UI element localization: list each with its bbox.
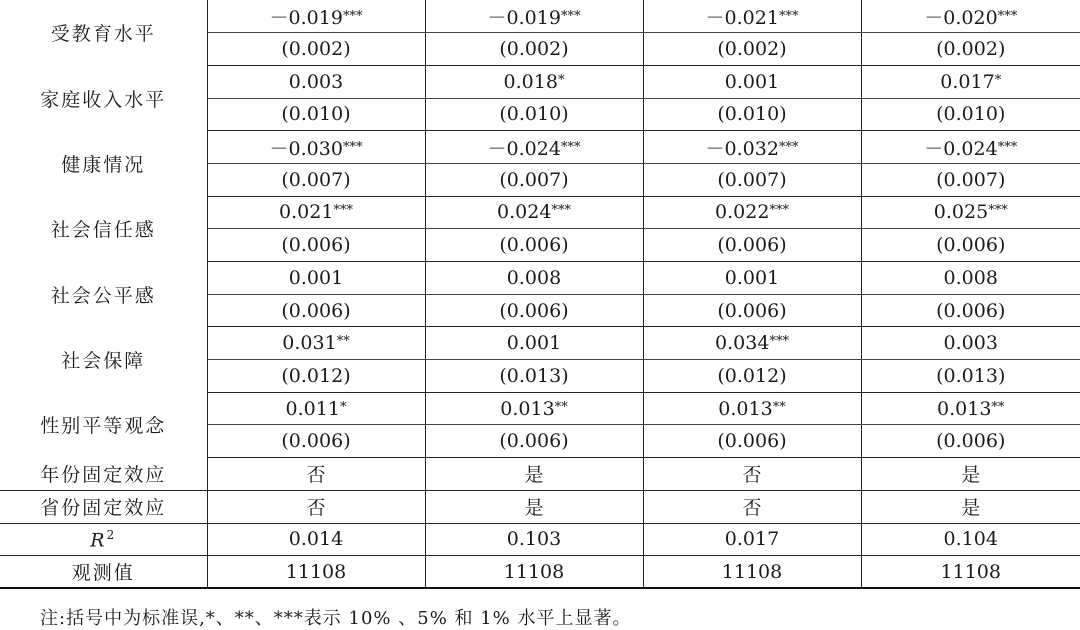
value-cell: 11108 — [207, 556, 425, 589]
coefficient-cell — [643, 196, 861, 229]
significance-stars: *** — [769, 203, 789, 219]
coefficient-value: 0.001 — [288, 266, 344, 289]
coefficient-value: 0.017 — [940, 70, 995, 93]
row-label: 社会信任感 — [0, 196, 207, 261]
standard-error-cell: (0.010) — [425, 98, 643, 131]
fixed-effect-row — [0, 490, 1080, 523]
significance-stars: *** — [997, 139, 1018, 155]
standard-error-cell: (0.012) — [207, 360, 425, 393]
coefficient-value: 0.008 — [943, 266, 998, 289]
row-label: 健康情况 — [0, 131, 207, 196]
coefficient-cell — [207, 262, 425, 295]
value-cell: 否 — [643, 490, 861, 523]
significance-stars: *** — [560, 139, 581, 155]
coefficient-cell — [861, 196, 1080, 229]
row-label: 受教育水平 — [0, 0, 207, 65]
standard-error-cell: (0.006) — [207, 229, 425, 262]
significance-stars: *** — [560, 8, 581, 24]
coefficient-cell — [425, 392, 643, 425]
coefficient-row — [0, 196, 1080, 229]
coefficient-cell — [425, 327, 643, 360]
standard-error-cell: (0.010) — [643, 98, 861, 131]
standard-error-cell: (0.006) — [861, 229, 1080, 262]
coefficient-cell — [425, 131, 643, 164]
value-cell: 否 — [207, 490, 425, 523]
row-label: 社会公平感 — [0, 262, 207, 327]
coefficient-value: －0.024 — [924, 137, 998, 160]
value-cell: 0.103 — [425, 523, 643, 556]
coefficient-value: 0.013 — [718, 397, 773, 420]
coefficient-value: －0.032 — [705, 137, 779, 160]
standard-error-cell: (0.006) — [425, 294, 643, 327]
standard-error-cell: (0.013) — [425, 360, 643, 393]
value-cell: 是 — [425, 458, 643, 491]
significance-stars: *** — [988, 203, 1008, 219]
coefficient-cell — [643, 0, 861, 33]
coefficient-row — [0, 327, 1080, 360]
coefficient-cell — [861, 0, 1080, 33]
significance-stars: *** — [997, 8, 1018, 24]
coefficient-value: －0.019 — [269, 6, 343, 29]
standard-error-cell: (0.002) — [643, 33, 861, 66]
fixed-effect-row — [0, 458, 1080, 491]
coefficient-value: 0.025 — [933, 201, 989, 224]
significance-stars: *** — [342, 139, 363, 155]
coefficient-value: 0.001 — [506, 332, 562, 355]
coefficient-value: －0.021 — [705, 6, 779, 29]
coefficient-row — [0, 65, 1080, 98]
standard-error-cell: (0.006) — [425, 229, 643, 262]
significance-stars: * — [557, 72, 565, 88]
standard-error-cell: (0.006) — [861, 294, 1080, 327]
value-cell: 11108 — [643, 556, 861, 589]
standard-error-cell: (0.006) — [643, 294, 861, 327]
coefficient-cell — [643, 262, 861, 295]
value-cell: 否 — [643, 458, 861, 491]
value-cell: 11108 — [425, 556, 643, 589]
coefficient-cell — [643, 327, 861, 360]
significance-stars: ** — [772, 399, 786, 415]
coefficient-row — [0, 262, 1080, 295]
significance-stars: *** — [769, 334, 789, 350]
standard-error-cell: (0.007) — [643, 163, 861, 196]
r-squared-symbol: R — [90, 529, 107, 551]
coefficient-cell — [207, 392, 425, 425]
standard-error-cell: (0.006) — [207, 294, 425, 327]
coefficient-value: 0.001 — [724, 70, 780, 93]
standard-error-cell: (0.006) — [207, 425, 425, 458]
coefficient-value: －0.030 — [269, 137, 343, 160]
coefficient-value: 0.011 — [285, 397, 340, 420]
row-label: 家庭收入水平 — [0, 65, 207, 130]
coefficient-cell — [861, 392, 1080, 425]
significance-stars: *** — [778, 8, 799, 24]
coefficient-cell — [861, 131, 1080, 164]
coefficient-cell — [861, 65, 1080, 98]
coefficient-cell — [425, 0, 643, 33]
standard-error-cell: (0.002) — [861, 33, 1080, 66]
coefficient-value: －0.019 — [487, 6, 561, 29]
coefficient-value: 0.034 — [715, 332, 770, 355]
coefficient-value: 0.001 — [724, 266, 780, 289]
significance-stars: ** — [554, 399, 568, 415]
value-cell: 0.017 — [643, 523, 861, 556]
standard-error-cell: (0.013) — [861, 360, 1080, 393]
value-cell: 是 — [861, 490, 1080, 523]
row-label: 年份固定效应 — [0, 458, 207, 491]
coefficient-cell — [207, 65, 425, 98]
coefficient-value: 0.031 — [282, 332, 337, 355]
standard-error-cell: (0.002) — [207, 33, 425, 66]
significance-stars: * — [994, 72, 1002, 88]
significance-stars: *** — [551, 203, 571, 219]
standard-error-cell: (0.006) — [861, 425, 1080, 458]
coefficient-cell — [643, 65, 861, 98]
coefficient-value: －0.024 — [487, 137, 561, 160]
significance-stars: ** — [336, 334, 350, 350]
coefficient-value: 0.003 — [288, 70, 344, 93]
row-label — [0, 523, 207, 556]
coefficient-value: －0.020 — [924, 6, 998, 29]
r-squared-exponent: 2 — [106, 527, 117, 542]
coefficient-value: 0.003 — [943, 332, 998, 355]
coefficient-cell — [207, 327, 425, 360]
coefficient-value: 0.022 — [715, 201, 770, 224]
row-label: 省份固定效应 — [0, 490, 207, 523]
standard-error-cell: (0.012) — [643, 360, 861, 393]
value-cell: 0.104 — [861, 523, 1080, 556]
coefficient-cell — [207, 0, 425, 33]
row-label: 社会保障 — [0, 327, 207, 392]
coefficient-cell — [643, 131, 861, 164]
coefficient-row — [0, 0, 1080, 33]
table-note: 注:括号中为标准误,*、**、***表示 10% 、5% 和 1% 水平上显著。 — [40, 608, 632, 629]
coefficient-value: 0.013 — [937, 397, 992, 420]
significance-stars: *** — [333, 203, 353, 219]
r-squared-row — [0, 523, 1080, 556]
coefficient-cell — [643, 392, 861, 425]
coefficient-cell — [207, 196, 425, 229]
significance-stars: ** — [991, 399, 1005, 415]
value-cell: 是 — [861, 458, 1080, 491]
coefficient-value: 0.013 — [500, 397, 555, 420]
coefficient-row — [0, 392, 1080, 425]
observations-row — [0, 556, 1080, 589]
standard-error-cell: (0.007) — [207, 163, 425, 196]
coefficient-cell — [425, 196, 643, 229]
standard-error-cell: (0.010) — [207, 98, 425, 131]
value-cell: 0.014 — [207, 523, 425, 556]
significance-stars: *** — [342, 8, 363, 24]
standard-error-cell: (0.007) — [861, 163, 1080, 196]
coefficient-cell — [861, 262, 1080, 295]
standard-error-cell: (0.010) — [861, 98, 1080, 131]
coefficient-cell — [425, 262, 643, 295]
coefficient-value: 0.021 — [279, 201, 334, 224]
row-label: 性别平等观念 — [0, 392, 207, 457]
coefficient-row — [0, 131, 1080, 164]
standard-error-cell: (0.006) — [643, 229, 861, 262]
standard-error-cell: (0.006) — [425, 425, 643, 458]
value-cell: 否 — [207, 458, 425, 491]
coefficient-value: 0.018 — [503, 70, 558, 93]
significance-stars: *** — [778, 139, 799, 155]
value-cell: 是 — [425, 490, 643, 523]
coefficient-value: 0.008 — [506, 266, 562, 289]
coefficient-cell — [861, 327, 1080, 360]
row-label: 观测值 — [0, 556, 207, 589]
standard-error-cell: (0.007) — [425, 163, 643, 196]
significance-stars: * — [339, 399, 347, 415]
coefficient-cell — [207, 131, 425, 164]
standard-error-cell: (0.002) — [425, 33, 643, 66]
coefficient-value: 0.024 — [497, 201, 552, 224]
coefficient-cell — [425, 65, 643, 98]
value-cell: 11108 — [861, 556, 1080, 589]
standard-error-cell: (0.006) — [643, 425, 861, 458]
